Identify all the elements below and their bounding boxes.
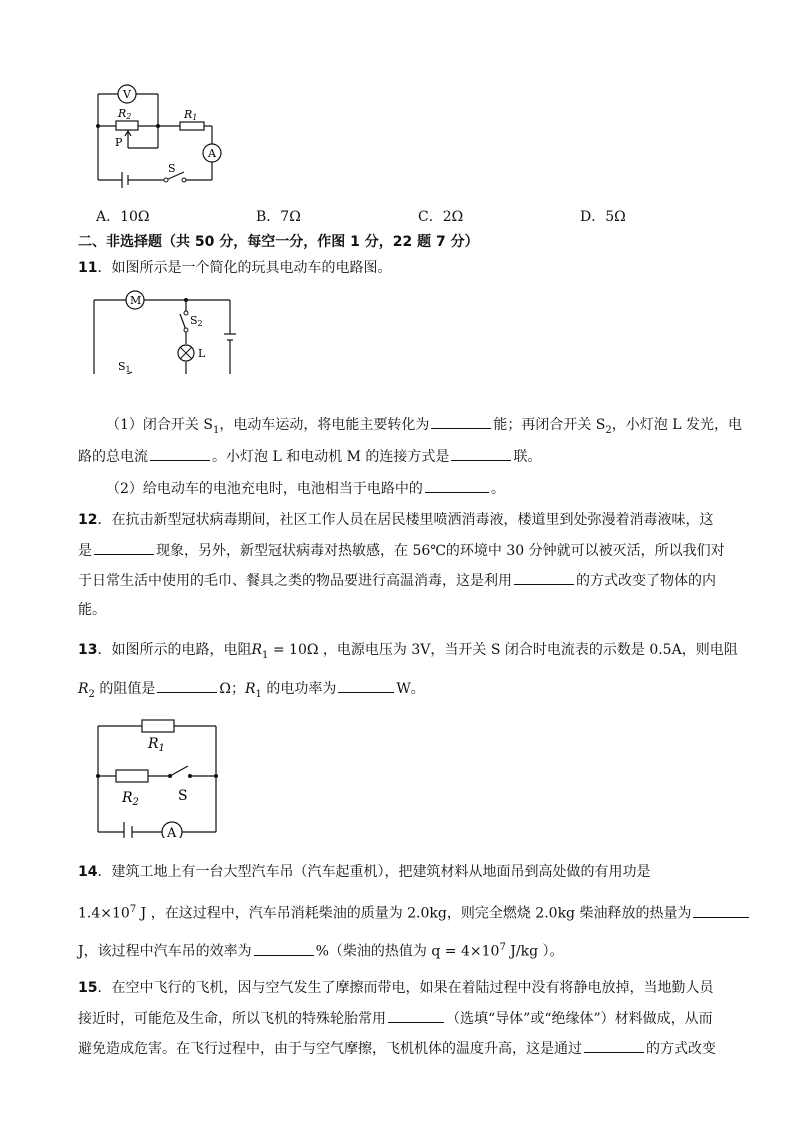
q11-blank-2[interactable] [150, 446, 210, 461]
slider-label: P [115, 136, 123, 149]
q13-line1: 13．如图所示的电路，电阻$R_1 = 10\Omega$ ，电源电压为 3V，当开关 S 闭合时电流表的示数是 0.5A，则电阻 [78, 642, 738, 661]
q13-blank-2[interactable] [338, 678, 394, 693]
circuit-figure-top [88, 84, 228, 188]
q11-blank-1[interactable] [431, 414, 491, 429]
option-a: A．10Ω [96, 209, 150, 225]
q11-part2: （2）给电动车的电池充电时，电池相当于电路中的 。 [106, 478, 505, 499]
q11-part1-line2: 路的总电流 。小灯泡 L 和电动机 M 的连接方式是 联。 [78, 446, 541, 467]
voltmeter-label: V [123, 88, 131, 101]
q12-number: 12 [78, 512, 98, 528]
q15-number: 15 [78, 980, 98, 996]
section-heading: 二、非选择题（共 50 分，每空一分，作图 1 分，22 题 7 分） [78, 234, 479, 250]
q13-line2: $R_2$ 的阻值是 Ω；$R_1$ 的电功率为 W。 [78, 678, 425, 705]
svg-text:S2: S2 [190, 314, 203, 328]
option-b: B．7Ω [256, 209, 301, 225]
q12-line2: 是 现象，另外，新型冠状病毒对热敏感，在 56℃的环境中 30 分钟就可以被灭活，所以我们对 [78, 540, 725, 561]
q13-r2-label: R [122, 790, 133, 806]
motor-label: M [130, 294, 142, 307]
q13-blank-1[interactable] [157, 678, 217, 693]
q15-blank-2[interactable] [584, 1038, 644, 1053]
r1-label: R [184, 108, 193, 121]
q11-number: 11 [78, 260, 98, 276]
q14-line1: 14．建筑工地上有一台大型汽车吊（汽车起重机），把建筑材料从地面吊到高处做的有用功是 [78, 864, 651, 880]
svg-text:R2 [117, 107, 131, 121]
lamp-label: L [198, 347, 206, 360]
r2-label: R [118, 107, 127, 120]
switch-label: S [168, 162, 176, 175]
circuit-figure-q11 [88, 290, 238, 374]
q12-blank-2[interactable] [514, 570, 574, 585]
ammeter-label: A [208, 147, 216, 160]
q12-line1: 12．在抗击新型冠状病毒期间，社区工作人员在居民楼里喷洒消毒液，楼道里到处弥漫着消毒液味，这 [78, 512, 714, 528]
q13-r1-label: R [148, 736, 159, 752]
q11-stem: 11．如图所示是一个简化的玩具电动车的电路图。 [78, 260, 392, 276]
q11-blank-3[interactable] [451, 446, 511, 461]
q12-blank-1[interactable] [94, 540, 154, 555]
svg-text:R2: $R_2$ [122, 790, 139, 808]
svg-text:R1 [183, 108, 197, 122]
q11-blank-4[interactable] [425, 478, 489, 493]
q14-line2: $1.4\times 10^7$ J ，在这过程中，汽车吊消耗柴油的质量为 2.0kg，则完全燃烧 2.0kg 柴油释放的热量为 [78, 900, 751, 924]
q14-blank-1[interactable] [693, 903, 749, 918]
s1-label: S [118, 360, 126, 373]
svg-text:R1: $R_1$ [148, 736, 165, 754]
q13-number: 13 [78, 642, 98, 658]
q13-switch-label: S [178, 788, 188, 804]
q15-line2: 接近时，可能危及生命，所以飞机的特殊轮胎常用 （选填“导体”或“绝缘体”）材料做成，从而 [78, 1008, 713, 1029]
q15-blank-1[interactable] [388, 1008, 444, 1023]
q11-part1-line1: （1）闭合开关 $S_1$，电动车运动，将电能主要转化为 能；再闭合开关 $S_2$，小灯泡 L 发光，电 [106, 414, 742, 441]
r1-sub: 1 [192, 113, 198, 122]
s2-label: S [190, 314, 198, 327]
q15-line3: 避免造成危害。在飞行过程中，由于与空气摩擦，飞机机体的温度升高，这是通过 的方式改变 [78, 1038, 716, 1059]
q15-line1: 15．在空中飞行的飞机，因与空气发生了摩擦而带电，如果在着陆过程中没有将静电放掉，当地勤人员 [78, 980, 714, 996]
q14-line3: J，该过程中汽车吊的效率为 %（柴油的热值为 $q = 4\times 10^7$ J/kg ）。 [78, 942, 564, 960]
q14-number: 14 [78, 864, 98, 880]
q12-line4: 能。 [78, 602, 106, 618]
option-c: C．2Ω [418, 209, 464, 225]
q13-ammeter-label: A [167, 826, 177, 838]
r2-sub: 2 [126, 112, 132, 121]
q12-line3: 于日常生活中使用的毛巾、餐具之类的物品要进行高温消毒，这是利用 的方式改变了物体的内 [78, 570, 716, 591]
q14-blank-2[interactable] [254, 941, 314, 956]
svg-text:S1: S1 [118, 360, 131, 374]
option-d: D．5Ω [580, 209, 626, 225]
circuit-figure-q13 [92, 716, 222, 838]
